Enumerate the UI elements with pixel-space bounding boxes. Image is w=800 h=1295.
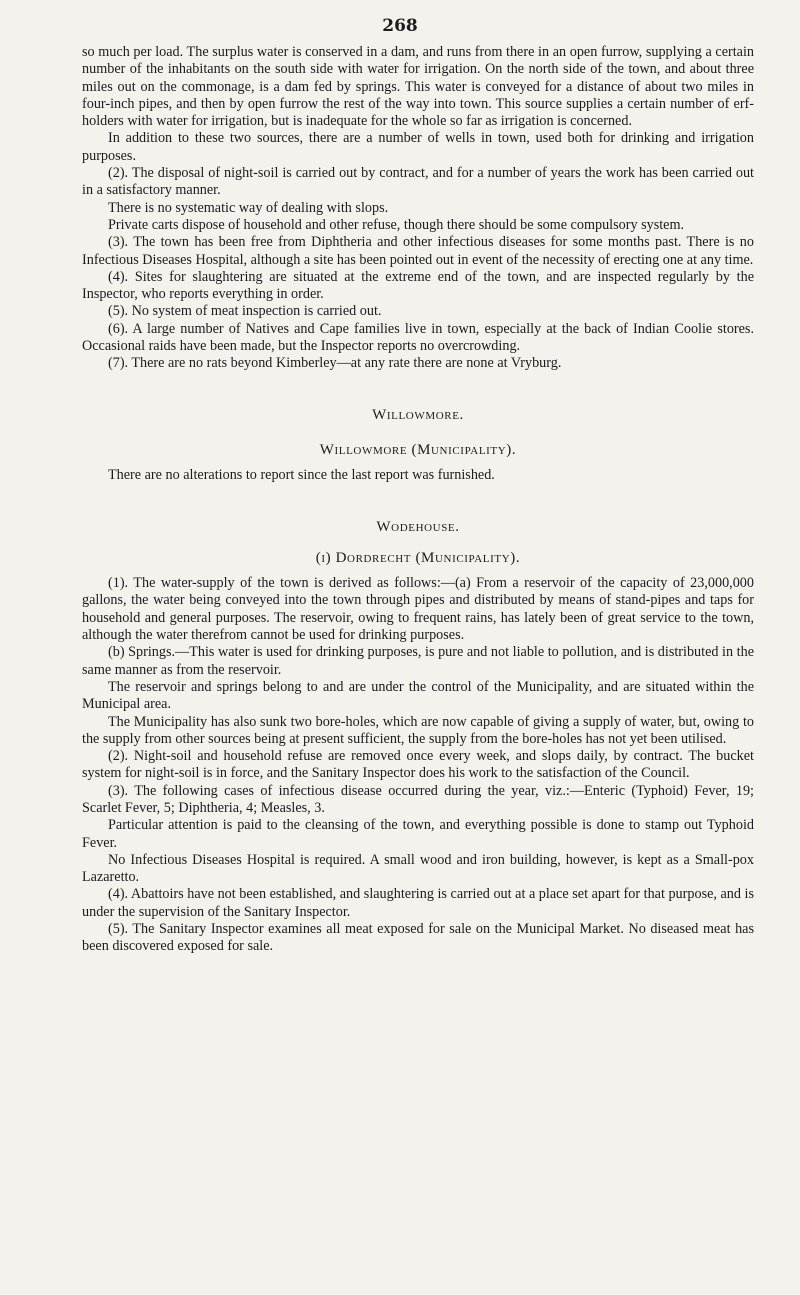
paragraph: (b) Springs.—This water is used for drinking purposes, is pure and not liable to pollution, and is distributed in the same manner as from the reservoir. xyxy=(82,644,754,678)
paragraph: (2). Night-soil and household refuse are removed once every week, and slops daily, by contract. The bucket system for night-soil is in force, and the Sanitary Inspector does his work to the satisfaction of the Council. xyxy=(82,748,754,782)
paragraph: (3). The following cases of infectious disease occurred during the year, viz.:—Enteric (Typhoid) Fever, 19; Scarlet Fever, 5; Diphtheria, 4; Measles, 3. xyxy=(82,782,754,816)
paragraph: (4). Abattoirs have not been established, and slaughtering is carried out at a place set apart for that purpose, and is under the supervision of the Sanitary Inspector. xyxy=(82,886,754,920)
paragraph: (7). There are no rats beyond Kimberley—at any rate there are none at Vryburg. xyxy=(108,355,562,372)
paragraph: There is no systematic way of dealing with slops. xyxy=(108,199,389,216)
section-heading-wodehouse: Wodehouse. xyxy=(376,518,460,535)
paragraph: In addition to these two sources, there are a number of wells in town, used both for drinking and irrigation purposes. xyxy=(82,130,754,164)
section-heading-willowmore: Willowmore. xyxy=(372,406,464,423)
paragraph: No Infectious Diseases Hospital is required. A small wood and iron building, however, is kept as a Small-pox Lazaretto. xyxy=(82,851,754,886)
subheading-willowmore-municipality: Willowmore (Municipality). xyxy=(319,441,517,458)
paragraph: (5). The Sanitary Inspector examines all meat exposed for sale on the Municipal Market. No diseased meat has been discovered exposed for sale. xyxy=(82,921,754,955)
paragraph: (6). A large number of Natives and Cape families live in town, especially at the back of Indian Coolie stores. Occasional raids have been made, but the Inspector reports no overcrowding. xyxy=(82,320,754,355)
paragraph: Particular attention is paid to the cleansing of the town, and everything possible is done to stamp out Typhoid Fever. xyxy=(82,817,754,851)
paragraph: so much per load. The surplus water is conserved in a dam, and runs from there in an open furrow, supplying a certain number of the inhabitants on the south side with water for irrigation. On the north side of the town, and about three miles out on the commonage, is a dam fed by springs. This water is conveyed for a distance of about two miles in four-inch pipes, and then by open furrow the rest of the way into town. This source supplies a certain number of erf-holders with water for irrigation, but is inadequate for the whole so far as irrigation is concerned. xyxy=(82,44,754,130)
page-number: 268 xyxy=(382,16,418,36)
paragraph: (1). The water-supply of the town is derived as follows:—(a) From a reservoir of the capacity of 23,000,000 gallons, the water being conveyed into the town through pipes and distributed by means of stand-pipes and taps for household and general purposes. The reservoir, owing to frequent rains, has lately been of great service to the town, although the water therefrom cannot be used for drinking purposes. xyxy=(82,575,754,644)
subheading-dordrecht-municipality: (i) Dordrecht (Municipality). xyxy=(315,549,521,566)
paragraph: The Municipality has also sunk two bore-holes, which are now capable of giving a supply of water, but, owing to the supply from other sources being at present sufficient, the supply from the bore-holes has not yet been utilised. xyxy=(82,713,754,747)
paragraph: (5). No system of meat inspection is carried out. xyxy=(108,303,382,320)
paragraph: Private carts dispose of household and other refuse, though there should be some compulsory system. xyxy=(108,216,685,233)
paragraph: (2). The disposal of night-soil is carried out by contract, and for a number of years the work has been carried out in a satisfactory manner. xyxy=(82,165,754,199)
paragraph: There are no alterations to report since the last report was furnished. xyxy=(108,467,495,484)
paragraph: (4). Sites for slaughtering are situated at the extreme end of the town, and are inspected regularly by the Inspector, who reports everything in order. xyxy=(82,268,754,303)
body-text xyxy=(82,44,754,956)
paragraph: The reservoir and springs belong to and are under the control of the Municipality, and are situated within the Municipal area. xyxy=(82,678,754,713)
paragraph: (3). The town has been free from Diphtheria and other infectious diseases for some months past. There is no Infectious Diseases Hospital, although a site has been pointed out in event of the necessity of erecting one at any time. xyxy=(82,234,754,268)
